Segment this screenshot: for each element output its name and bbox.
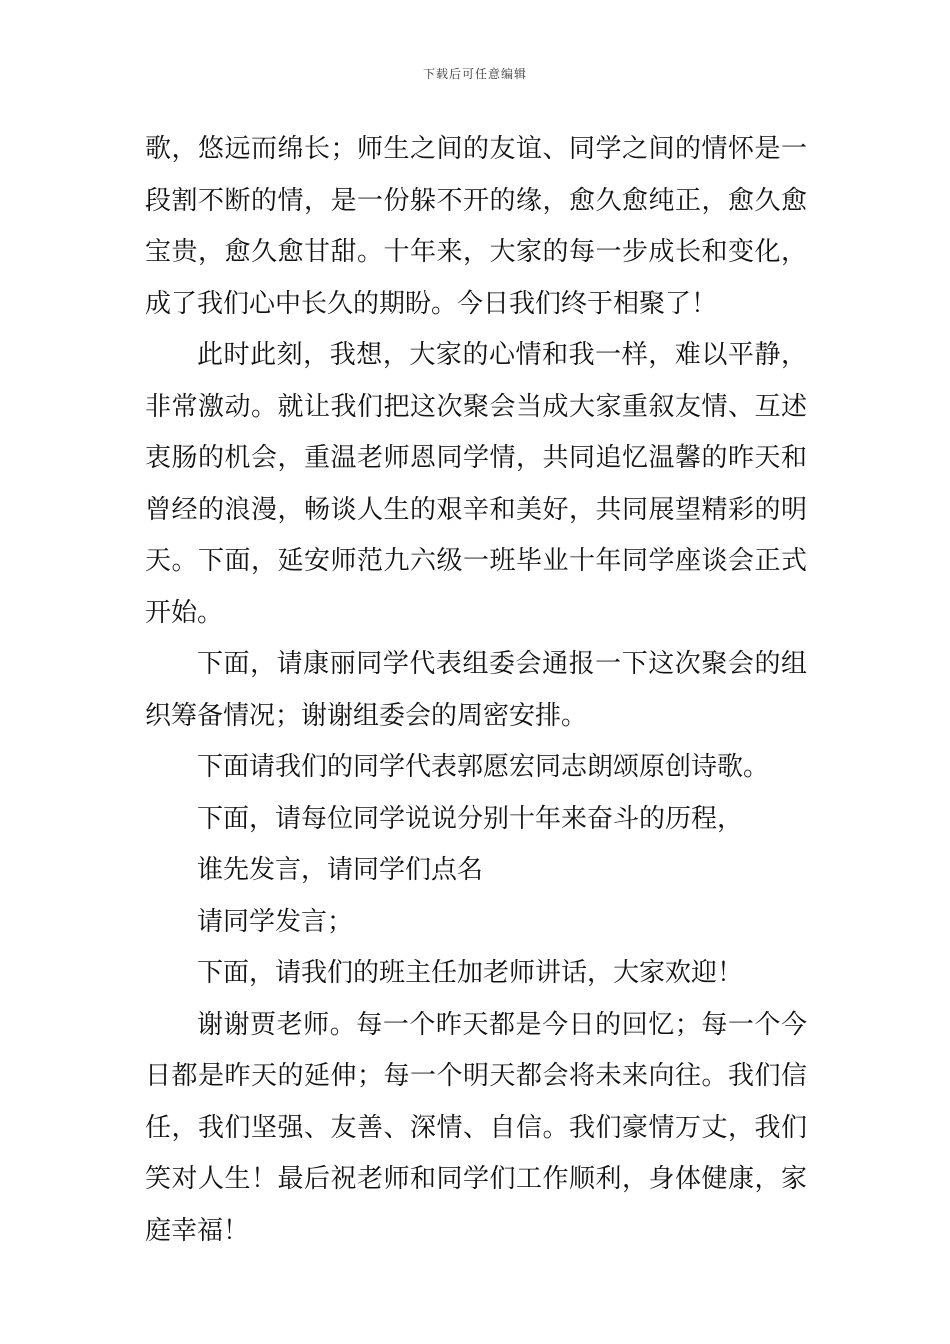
- document-body: [145, 124, 807, 1257]
- paragraph-closing: 谢谢贾老师。每一个昨天都是今日的回忆；每一个今日都是昨天的延伸；每一个明天都会将未来向往。我们信任，我们坚强、友善、深情、自信。我们豪情万丈，我们笑对人生！最后祝老师和同学们工作顺利，身体健康，家庭幸福！: [145, 1009, 807, 1246]
- paragraph-teacher-speech: 下面，请我们的班主任加老师讲话，大家欢迎！: [197, 958, 744, 988]
- paragraph-classmate-sharing: 下面，请每位同学说说分别十年来奋斗的历程，: [197, 803, 744, 834]
- paragraph-roll-call: 谁先发言，请同学们点名: [197, 855, 484, 885]
- paragraph-committee-report: 下面，请康丽同学代表组委会通报一下这次聚会的组织筹备情况；谢谢组委会的周密安排。: [145, 649, 807, 731]
- paragraph-speeches: 请同学发言；: [197, 906, 354, 937]
- page-header-note: 下载后可任意编辑: [422, 67, 527, 81]
- paragraph-opening: 此时此刻，我想，大家的心情和我一样，难以平静，非常激动。就让我们把这次聚会当成大家重叙友情、互述衷肠的机会，重温老师恩同学情，共同追忆温馨的昨天和曾经的浪漫，畅谈人生的艰辛和美好，共同展望精彩的明天。下面，延安师范九六级一班毕业十年同学座谈会正式开始。: [145, 340, 807, 628]
- paragraph-poem-recital: 下面请我们的同学代表郭愿宏同志朗颂原创诗歌。: [197, 752, 770, 782]
- paragraph-continuation: 歌，悠远而绵长；师生之间的友谊、同学之间的情怀是一段割不断的情，是一份躲不开的缘，愈久愈纯正，愈久愈宝贵，愈久愈甘甜。十年来，大家的每一步成长和变化，成了我们心中长久的期盼。今日我们终于相聚了！: [145, 134, 807, 319]
